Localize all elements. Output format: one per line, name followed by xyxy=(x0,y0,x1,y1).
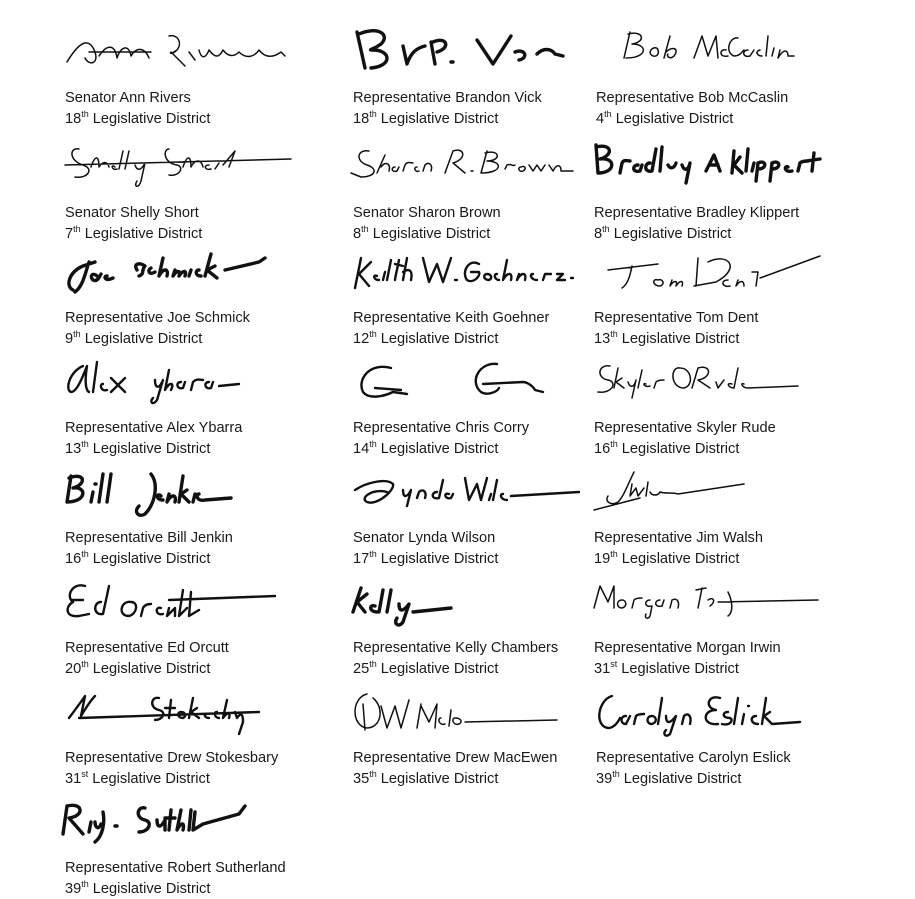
handwritten-signature xyxy=(347,352,607,414)
signer-district: 18th Legislative District xyxy=(353,109,499,127)
signer-name: Representative Ed Orcutt xyxy=(65,640,229,656)
signer-district: 17th Legislative District xyxy=(353,549,499,567)
handwritten-signature xyxy=(347,137,607,199)
signer-district: 12th Legislative District xyxy=(353,329,499,347)
signature-block-alex-ybarra xyxy=(65,352,345,457)
signer-name: Representative Skyler Rude xyxy=(594,420,776,436)
signer-name: Senator Sharon Brown xyxy=(353,205,501,221)
handwritten-signature xyxy=(590,22,850,84)
signer-name: Representative Alex Ybarra xyxy=(65,420,243,436)
signer-name: Representative Kelly Chambers xyxy=(353,640,559,656)
handwritten-signature xyxy=(59,352,319,414)
signature-block-carolyn-eslick xyxy=(596,682,876,787)
signer-name: Senator Lynda Wilson xyxy=(353,530,496,546)
signer-district: 18th Legislative District xyxy=(65,109,211,127)
signer-district: 39th Legislative District xyxy=(65,879,211,897)
signer-name: Senator Shelly Short xyxy=(65,205,199,221)
signature-block-ed-orcutt xyxy=(65,572,345,677)
signer-district: 4th Legislative District xyxy=(596,109,734,127)
signer-name: Representative Brandon Vick xyxy=(353,90,542,106)
handwritten-signature xyxy=(588,462,848,524)
signer-district: 25th Legislative District xyxy=(353,659,499,677)
handwritten-signature xyxy=(347,22,607,84)
handwritten-signature xyxy=(588,242,848,304)
signer-name: Representative Tom Dent xyxy=(594,310,759,326)
signer-name: Senator Ann Rivers xyxy=(65,90,191,106)
signer-district: 19th Legislative District xyxy=(594,549,740,567)
signer-district: 39th Legislative District xyxy=(596,769,742,787)
handwritten-signature xyxy=(588,352,848,414)
handwritten-signature xyxy=(588,572,848,634)
signer-name: Representative Drew Stokesbary xyxy=(65,750,279,766)
handwritten-signature xyxy=(59,242,319,304)
handwritten-signature xyxy=(347,242,607,304)
signer-name: Representative Morgan Irwin xyxy=(594,640,781,656)
signer-name: Representative Robert Sutherland xyxy=(65,860,286,876)
signer-district: 31st Legislative District xyxy=(594,659,739,677)
handwritten-signature xyxy=(59,137,319,199)
signer-district: 35th Legislative District xyxy=(353,769,499,787)
handwritten-signature xyxy=(347,682,607,744)
signature-block-drew-stokesbary xyxy=(65,682,345,787)
signer-district: 7th Legislative District xyxy=(65,224,203,242)
signer-district: 13th Legislative District xyxy=(65,439,211,457)
signature-block-bill-jenkin xyxy=(65,462,345,567)
handwritten-signature xyxy=(59,682,319,744)
signature-block-shelly-short xyxy=(65,137,345,242)
signature-block-ann-rivers xyxy=(65,22,345,127)
signer-district: 13th Legislative District xyxy=(594,329,740,347)
signature-block-bob-mccaslin xyxy=(596,22,876,127)
signer-district: 8th Legislative District xyxy=(353,224,491,242)
handwritten-signature xyxy=(59,22,319,84)
signature-block-joe-schmick xyxy=(65,242,345,347)
handwritten-signature xyxy=(59,792,319,854)
handwritten-signature xyxy=(59,572,319,634)
handwritten-signature xyxy=(590,682,850,744)
handwritten-signature xyxy=(347,572,607,634)
handwritten-signature xyxy=(59,462,319,524)
signature-block-morgan-irwin xyxy=(594,572,874,677)
signer-district: 16th Legislative District xyxy=(65,549,211,567)
signer-name: Representative Chris Corry xyxy=(353,420,529,436)
signer-name: Representative Keith Goehner xyxy=(353,310,550,326)
signer-district: 16th Legislative District xyxy=(594,439,740,457)
signature-block-skyler-rude xyxy=(594,352,874,457)
signer-district: 9th Legislative District xyxy=(65,329,203,347)
signer-name: Representative Bradley Klippert xyxy=(594,205,800,221)
signer-district: 8th Legislative District xyxy=(594,224,732,242)
signature-block-tom-dent xyxy=(594,242,874,347)
signer-name: Representative Bob McCaslin xyxy=(596,90,789,106)
signer-district: 31st Legislative District xyxy=(65,769,210,787)
signer-name: Representative Joe Schmick xyxy=(65,310,250,326)
signature-block-robert-sutherland xyxy=(65,792,345,897)
signer-name: Representative Carolyn Eslick xyxy=(596,750,791,766)
handwritten-signature xyxy=(588,137,848,199)
signature-block-bradley-klippert xyxy=(594,137,874,242)
signer-district: 14th Legislative District xyxy=(353,439,499,457)
signer-district: 20th Legislative District xyxy=(65,659,211,677)
signer-name: Representative Jim Walsh xyxy=(594,530,763,546)
handwritten-signature xyxy=(347,462,607,524)
signature-block-jim-walsh xyxy=(594,462,874,567)
signer-name: Representative Drew MacEwen xyxy=(353,750,558,766)
signer-name: Representative Bill Jenkin xyxy=(65,530,233,546)
